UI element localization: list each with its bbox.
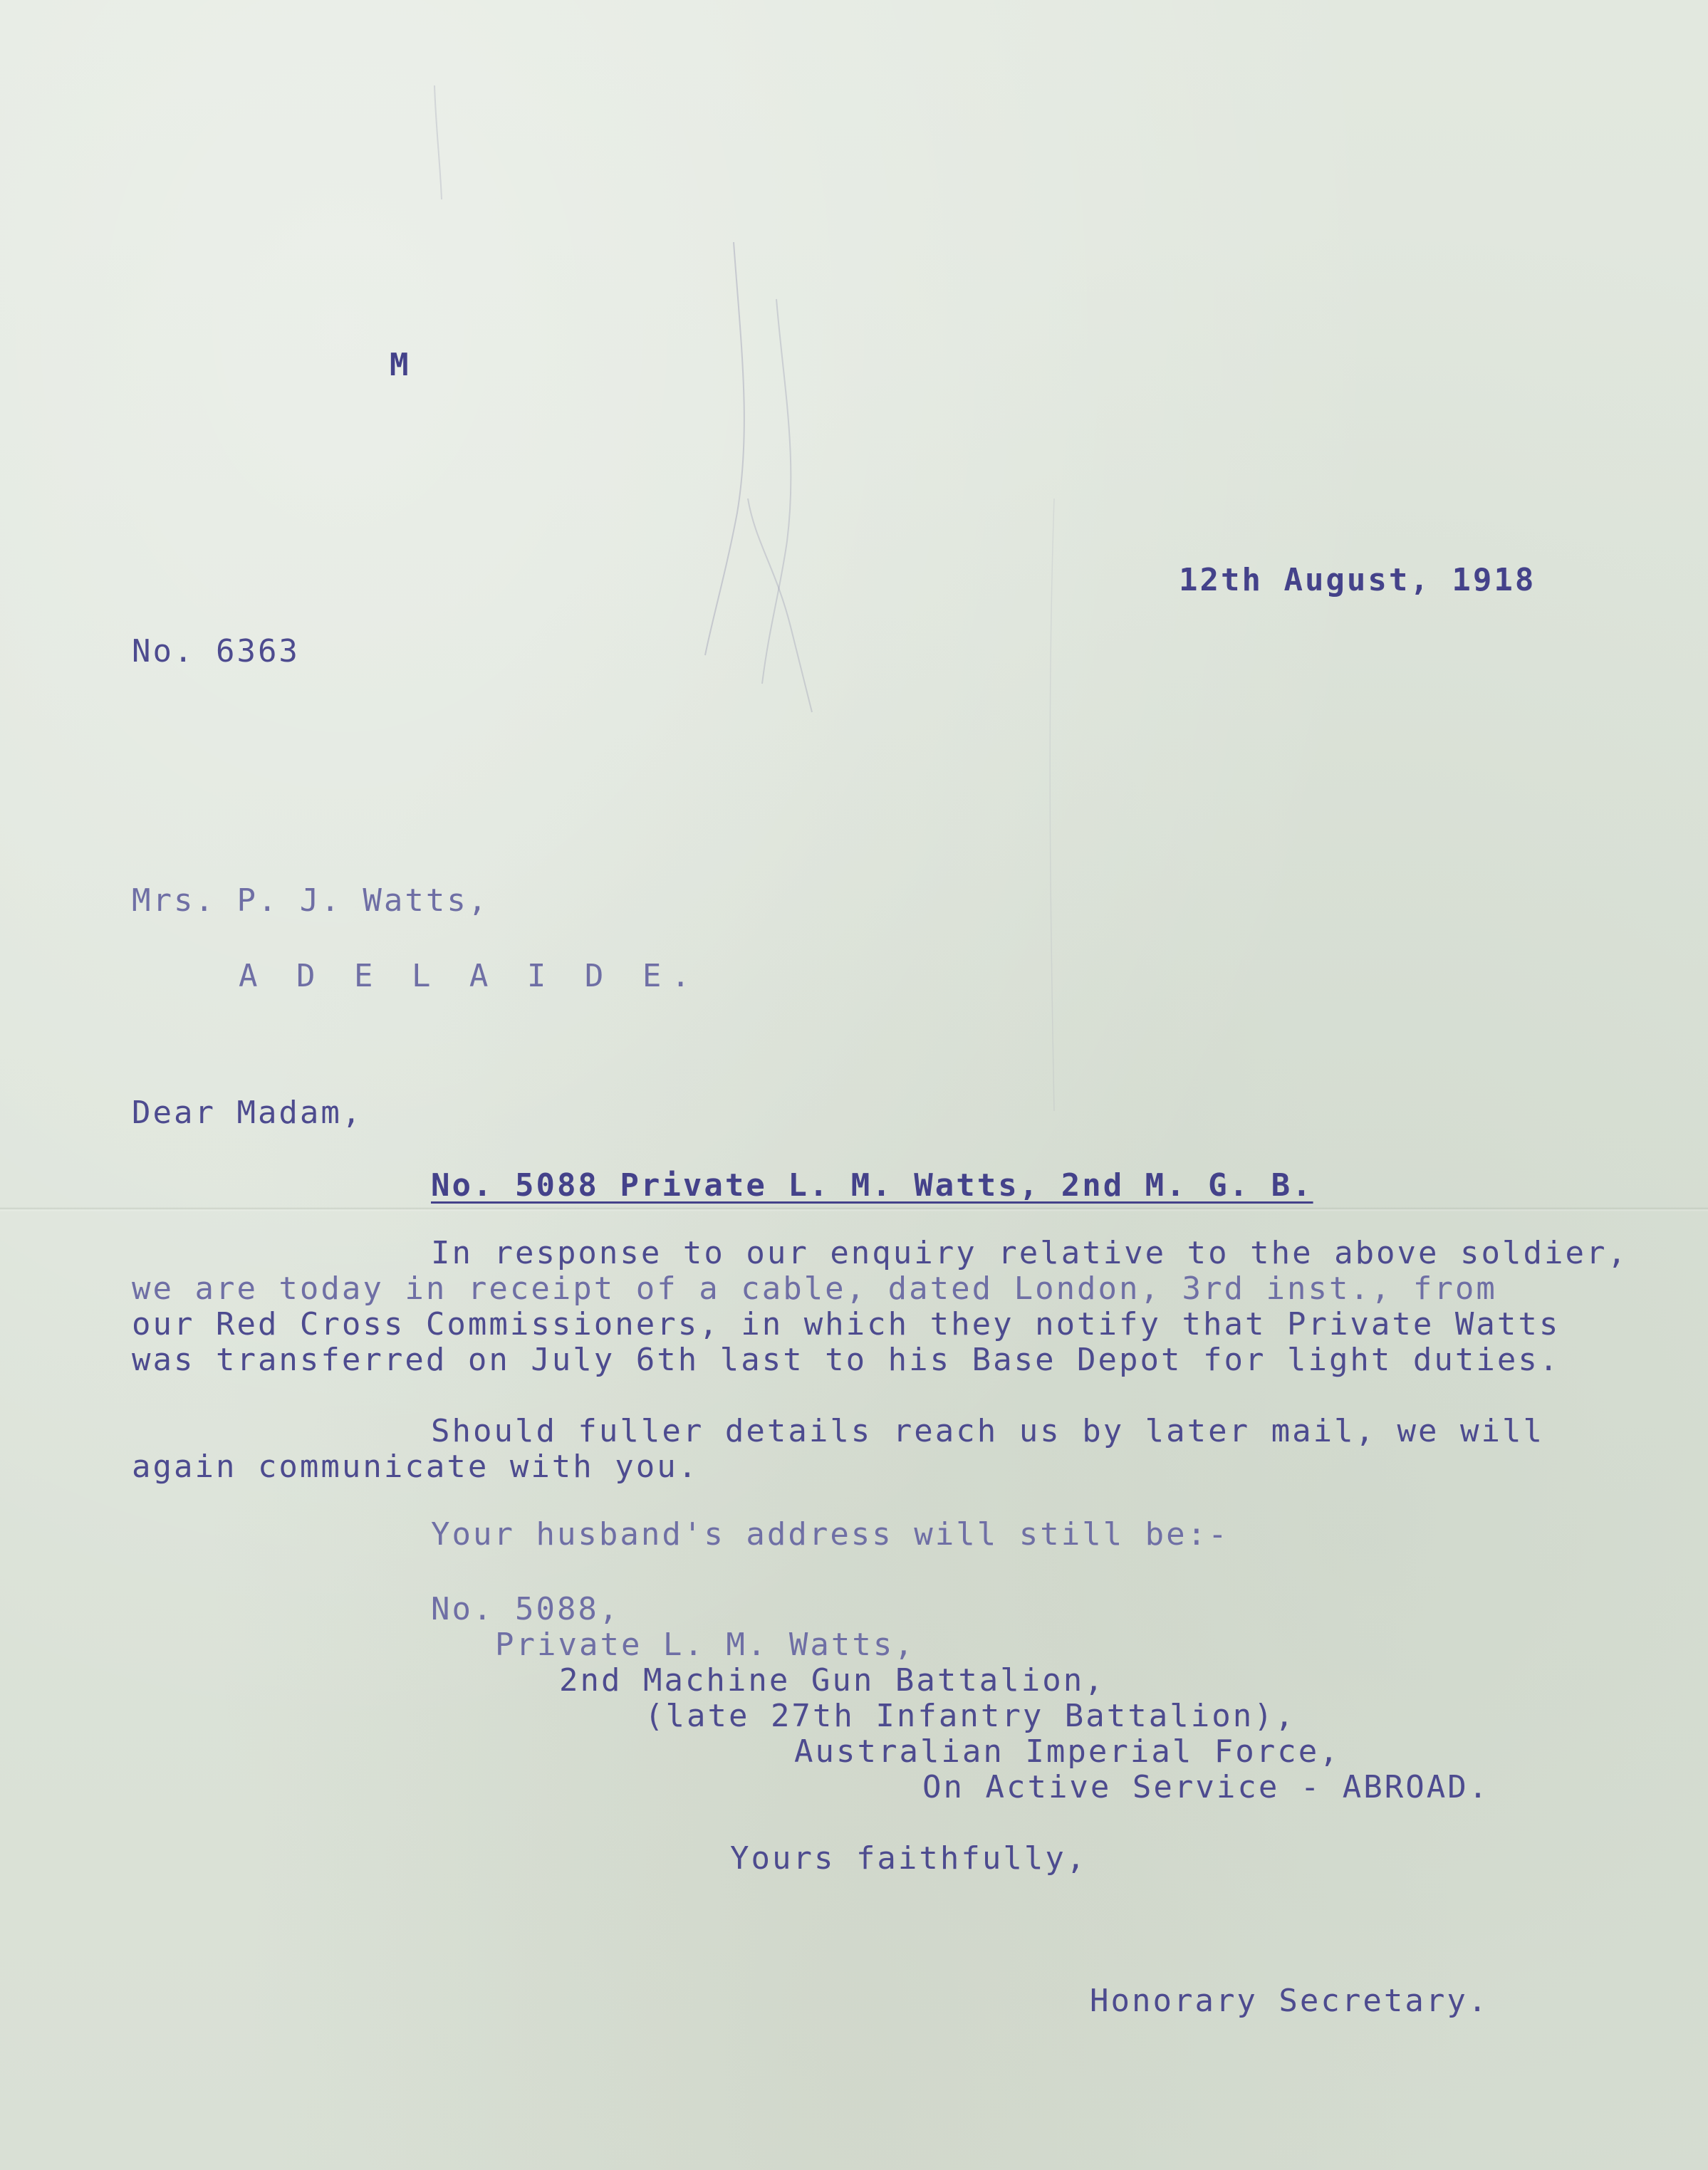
paragraph-1-line: In response to our enquiry relative to the above soldier, (431, 1235, 1628, 1271)
paragraph-1-line: our Red Cross Commissioners, in which they notify that Private Watts (132, 1306, 1561, 1342)
address-line: Private L. M. Watts, (495, 1627, 915, 1663)
paragraph-1-line: was transferred on July 6th last to his Base Depot for light duties. (132, 1342, 1561, 1378)
letter-date: 12th August, 1918 (1179, 562, 1536, 598)
paragraph-3: Your husband's address will still be:- (431, 1516, 1229, 1553)
paragraph-1-line: we are today in receipt of a cable, dated London, 3rd inst., from (132, 1271, 1497, 1307)
subject-line: No. 5088 Private L. M. Watts, 2nd M. G. B. (431, 1167, 1313, 1204)
salutation: Dear Madam, (132, 1095, 363, 1131)
closing: Yours faithfully, (730, 1840, 1088, 1877)
address-line: Australian Imperial Force, (794, 1733, 1340, 1770)
paragraph-2-line: Should fuller details reach us by later mail, we will (431, 1413, 1544, 1449)
address-line: On Active Service - ABROAD. (922, 1769, 1490, 1805)
recipient-city: A D E L A I D E. (239, 958, 700, 994)
paragraph-2-line: again communicate with you. (132, 1449, 699, 1485)
recipient-name: Mrs. P. J. Watts, (132, 882, 489, 919)
letter-initial: M (390, 347, 411, 383)
paper-fold-line (0, 1207, 1708, 1211)
reference-number: No. 6363 (132, 633, 300, 669)
address-line: 2nd Machine Gun Battalion, (559, 1662, 1105, 1699)
signature-title: Honorary Secretary. (1090, 1983, 1489, 2019)
address-line: (late 27th Infantry Battalion), (645, 1698, 1296, 1734)
address-line: No. 5088, (431, 1591, 620, 1627)
